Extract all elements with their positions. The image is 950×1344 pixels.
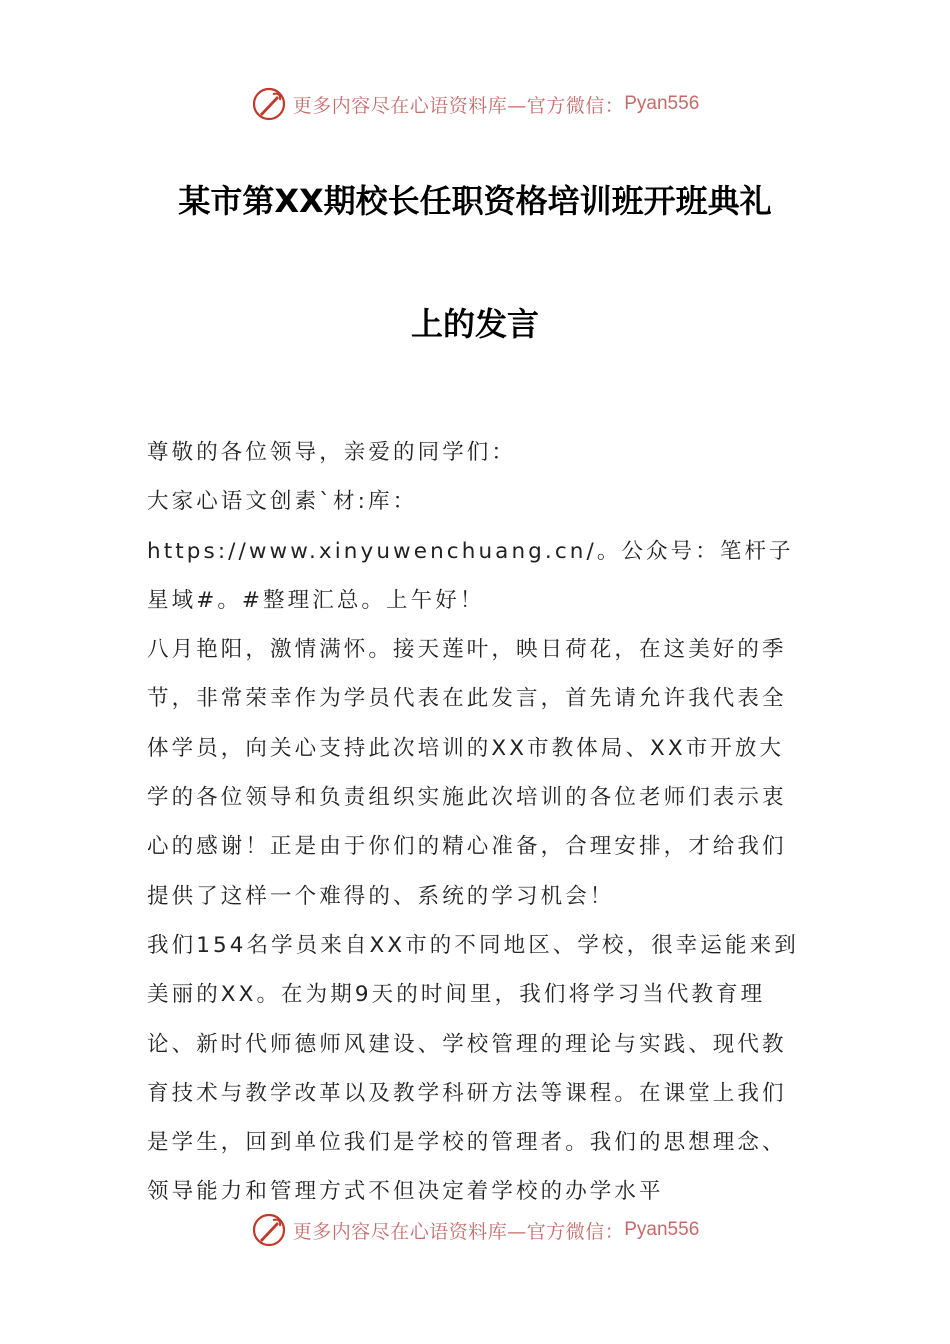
course-paragraph: 我们154名学员来自XX市的不同地区、学校，很幸运能来到美丽的XX。在为期9天的时间里，我们将学习当代教育理论、新时代师德师风建设、学校管理的理论与实践、现代教育技术与教学改革以及教学科研方法等课程。在课堂上我们是学生，回到单位我们是学校的管理者。我们的思想理念、领导能力和管理方式不但决定着学校的办学水平 [147, 932, 799, 1205]
greeting-paragraph: 大家心语文创素`材:库：https://www.xinyuwenchuang.cn/。公众号：笔杆子星域#。#整理汇总。上午好！ [147, 489, 794, 613]
banner-text: 更多内容尽在心语资料库—官方微信： [292, 94, 625, 117]
salutation-paragraph: 尊敬的各位领导，亲爱的同学们： [147, 440, 517, 465]
banner-wechat-handle: Pyan556 [624, 1219, 700, 1240]
thanks-paragraph: 八月艳阳，激情满怀。接天莲叶，映日荷花，在这美好的季节，非常荣幸作为学员代表在此发言，首先请允许我代表全体学员，向关心支持此次培训的XX市教体局、XX市开放大学的各位领导和负责组织实施此次培训的各位老师们表示衷心的感谢！正是由于你们的精心准备，合理安排，才给我们提供了这样一个难得的、系统的学习机会！ [147, 637, 787, 909]
document-title-line-2: 上的发言 [410, 305, 539, 343]
banner-wechat-handle: Pyan556 [624, 93, 700, 114]
speech-body [147, 428, 807, 1217]
quill-logo-icon [251, 1212, 287, 1248]
banner-text: 更多内容尽在心语资料库—官方微信： [292, 1220, 625, 1243]
quill-logo-icon [251, 86, 287, 122]
footer-watermark-banner [0, 1210, 950, 1250]
header-watermark-banner [0, 84, 950, 124]
document-title-line-1: 某市第XX期校长任职资格培训班开班典礼 [178, 182, 772, 220]
